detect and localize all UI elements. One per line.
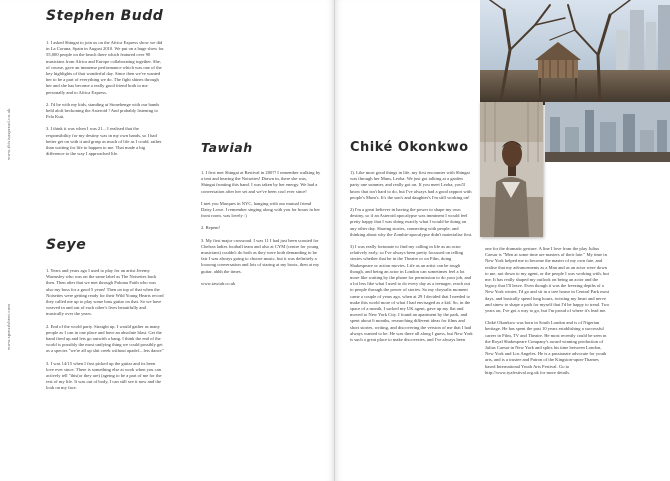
seye-para-2: 2. End of the world party. Straight up. I would gather as many people as I can in one place and have an absolute blast. Get the band fired up and lets go outwith a bang. I think the end of the world is possibly the most unifying thing we could possibly get as a species "we're all up shit creek without apadel....lets dance" [46, 323, 164, 354]
chike-col2-para-1: one for the dramatic gesture. A line I love from the play Julius Caesar is "Men at some time are masters of their fate." My time in New York helped me to become the master of my own fate, and realise that my advancements as a Man and as an actor were down to me, not down to my agent, or the people I was working with, but me. It has really shaped my outlook on being an actor and the legacy that I'll leave. Even though it was the freezing depths of a New York winter, I'd go and sit in a tree house in Central Park most days, and basically spend long hours, twisting my heart and nerve and sinew to shape a path for myself that I'd be happy to tread. Two years on, I've got a way to go, but I'm proud of where it's lead me. [485, 246, 610, 314]
stephen-para-3: 3. I think it was when I was 21... I realised that the responsibility for my destiny was in my own hands, so I had better get on with it and grasp as much of life as I could, rather than waiting for life to happen to me. That made a big difference to the way I approached life. [46, 126, 162, 157]
seye-heading: Seye [46, 237, 87, 253]
tawiah-para-2: I met you Marques in NYC, hanging with our mutual friend Daisy Lowe. I remember singing along with you for hours in her front room. was lovely :) [201, 200, 320, 219]
stephen-para-2: 2. I'd be with my kids, standing at Stonehenge with our hands held aloft beckoning the Asteroid ! And probably listening to Fela Kuti. [46, 101, 160, 120]
tawiah-website: www.tawiah.co.uk [201, 280, 236, 286]
chike-col-2 [485, 246, 610, 382]
chike-okonkwo-heading: Chiké Okonkwo [350, 140, 469, 155]
portrait-photo-image [480, 102, 543, 237]
tawiah-para-4: 3. My first major crossroad. I was 11 I had just been scouted for Chelsea ladies football team and also at CYM (centre for young musicians) couldn't do both as they were both demanding to be fair I was always going to choose music, but it was definitely a loooong conversation and lots of staring at my boots, then at my guitar. ahhh the times. [201, 237, 320, 274]
seye-para-3: 3. I was 14/15 when I first picked up the guitar and its been love ever since. There is something else at work when you can actively tell "this(or they are) (ageing to be a part of me for the rest of my life. It was out of body, I can still see it now and the look on my face. [46, 360, 162, 391]
stephen-para-1: 1. I asked Shingai to join us on the Africa Express show we did in La Coruna, Spain in August 2010. We put on a huge show for 55,000 people on the beach there which featured over 90 musicians from Africa and Europe collaborating together. She, of course, gave an immense performance which was one of the key highlights of that wonderful day. Since then we've wanted her to be a part of everything we do. The fight shines through her and she has become a really good friend both to me personally and to Africa Express. [46, 40, 164, 95]
chike-col1-para-1: 1). Like most good things in life, my first encounter with Shingai was through her Mum, Leoba. We just got talking at a garden party one summer, and really got on. If you meet Leoba, you'll know that isn't hard to do, but I've always had a good rapport with people's Mum's. It's the son's and daughter's I'm still working on! [350, 170, 472, 200]
chike-col2-para-2: Chiké Okonkwo was born in South London and is of Nigerian heritage. He has spent the past 10 years establishing a successful career in Film, TV and Theatre. He most recently could be seen in the Royal Shakespeare Company's award winning production of Julius Caesar in New York and splits his time between London, New York and Los Angeles. He is a passionate advocate for youth arts, and is a trustee and Patron of the Kingston-upon-Thames based International Youth Arts Festival. Go to http://www.iyafestival.org.uk for more details. [485, 320, 607, 375]
portrait-photo [480, 102, 543, 237]
right-page [335, 0, 670, 481]
city-photo [545, 102, 670, 162]
city-photo-image [545, 102, 670, 162]
stephen-budd-heading: Stephen Budd [46, 8, 164, 24]
tawiah-text [201, 170, 321, 293]
chike-col-1 [350, 170, 473, 349]
side-url-bottom: www.spreadsheet.com [6, 303, 11, 350]
chike-col1-para-2: 2) I'm a great believer in having the power to shape my own destiny, so if an Asteroid apocalypse was imminent I would feel pretty happy that I was doing exactly what I would be doing on any other day. Sharing stories, connecting with people, and thinking about why the Zombie-apocalypse didn't materialise first. [350, 207, 473, 237]
treehouse-photo-image [480, 0, 670, 105]
seye-para-1: 1. Years and years ago I used to play for an artist Jeremy Warmsley who was on the same label as The Noisettes back then. Then after that we met through Paloma Faith who was also my boss for a good 5 years! Then on top of that when the Noisettes were getting ready for their Wild Young Hearts record they called me up to play some bass guitar on that. So we have weaved in and out of each other's lives beautifully and musically over the years. [46, 268, 164, 317]
chike-col1-para-3: 3) I was really fortunate to find my calling in life as an actor relatively early, so I've always been pretty focussed on telling stories whether that be in the Theatre or on Film, doing Shakespeare or action movies. Life as an artist can be tough though, and being an actor in London can sometimes feel a lot more like waiting by the phone for permission to do your job, and a lot less like what I used to do every day as a teenager, reach out to people through the power of stories. So my chrysalis moment came a couple of years ago, when at 29 I decided that I needed to make this world more of what I had envisaged as a kid. So, in the space of a month, I sacked my UK agent, gave up my flat and moved to New York City. I found an apartment by the park, and spent about 6 months, researching different ideas for films and short stories, writing, and discovering the version of me that I had always wanted to be. He was there all along I guess, but New York is such a great place to make discoveries, and I've always been [350, 244, 473, 343]
stephen-budd-text [46, 40, 164, 163]
seye-text [46, 268, 164, 398]
tawiah-para-1: 1. I first met Shingai at Bestival in 2007! I remember walking by a tent and hearing the Noisettes! Drawn in, there she was, Shingai fronting this band. I was taken by her energy. We had a conversation after her set and we've been cool ever since! [201, 170, 321, 194]
treehouse-photo [480, 0, 670, 105]
tawiah-heading: Tawiah [201, 140, 253, 155]
side-url-top: www.thisisaspread.co.uk [6, 108, 11, 160]
tawiah-para-3: 2. Repent! [201, 225, 221, 231]
